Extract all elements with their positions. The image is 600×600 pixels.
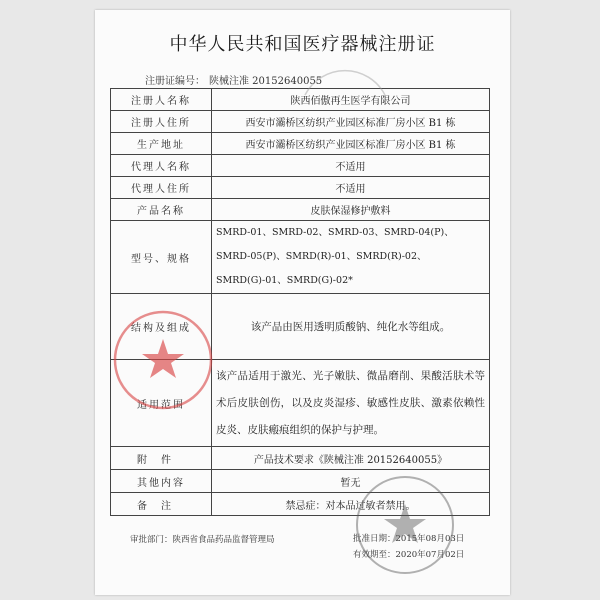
row-value: 陕西佰傲再生医学有限公司: [212, 89, 490, 111]
registration-number-label: 注册证编号：: [145, 76, 205, 87]
row-label: 其他内容: [111, 470, 212, 493]
table-row-model: [111, 221, 490, 294]
registration-number: [145, 72, 326, 87]
row-value: 不适用: [212, 155, 490, 177]
table-row: [111, 493, 490, 516]
row-value: 皮肤保湿修护敷料: [212, 199, 490, 221]
table-row: [111, 447, 490, 470]
table-row: [111, 470, 490, 493]
row-value: 暂无: [212, 470, 490, 493]
scope-text: 该产品适用于激光、光子嫩肤、微晶磨削、果酸活肤术等术后皮肤创伤，以及皮炎湿疹、敏感性皮肤、激素依赖性皮炎、皮肤瘢痕组织的保护与护理。: [216, 369, 485, 436]
row-label: 型号、规格: [111, 221, 212, 294]
row-label: 附件: [111, 447, 212, 470]
valid-until-date: 有效期至：2020年07月02日: [353, 550, 465, 560]
row-value: [212, 360, 490, 447]
row-label: 注册人名称: [111, 89, 212, 111]
table-row: [111, 89, 490, 111]
row-value: 西安市灞桥区纺织产业园区标准厂房小区 B1 栋: [212, 111, 490, 133]
certificate-table: [110, 88, 490, 516]
row-value: [212, 221, 490, 294]
row-label: 备注: [111, 493, 212, 516]
table-row-structure: [111, 294, 490, 360]
row-label: 结构及组成: [111, 294, 212, 360]
row-value: 不适用: [212, 177, 490, 199]
row-label: 注册人住所: [111, 111, 212, 133]
row-label: 产品名称: [111, 199, 212, 221]
row-value: 产品技术要求《陕械注准 20152640055》: [212, 447, 490, 470]
issuing-authority: 审批部门：陕西省食品药品监督管理局: [130, 535, 275, 545]
page-title: 中华人民共和国医疗器械注册证: [169, 34, 436, 55]
row-value: 该产品由医用透明质酸钠、纯化水等组成。: [212, 294, 490, 360]
registration-number-value: 陕械注准 20152640055: [209, 76, 323, 87]
table-row: [111, 177, 490, 199]
row-label: 代理人名称: [111, 155, 212, 177]
table-row: [111, 155, 490, 177]
table-row: [111, 133, 490, 155]
approval-date: 批准日期：2015年08月03日: [353, 534, 465, 544]
table-row: [111, 111, 490, 133]
row-label: 生产地址: [111, 133, 212, 155]
model-list: SMRD-01、SMRD-02、SMRD-03、SMRD-04(P)、SMRD-05(P)、SMRD(R)-01、SMRD(R)-02、SMRD(G)-01、SMRD(G)-02*: [216, 227, 454, 286]
row-value: 西安市灞桥区纺织产业园区标准厂房小区 B1 栋: [212, 133, 490, 155]
row-label: 适用范围: [111, 360, 212, 447]
table-row: [111, 199, 490, 221]
table-row-scope: [111, 360, 490, 447]
row-value: 禁忌症：对本品过敏者禁用。: [212, 493, 490, 516]
row-label: 代理人住所: [111, 177, 212, 199]
